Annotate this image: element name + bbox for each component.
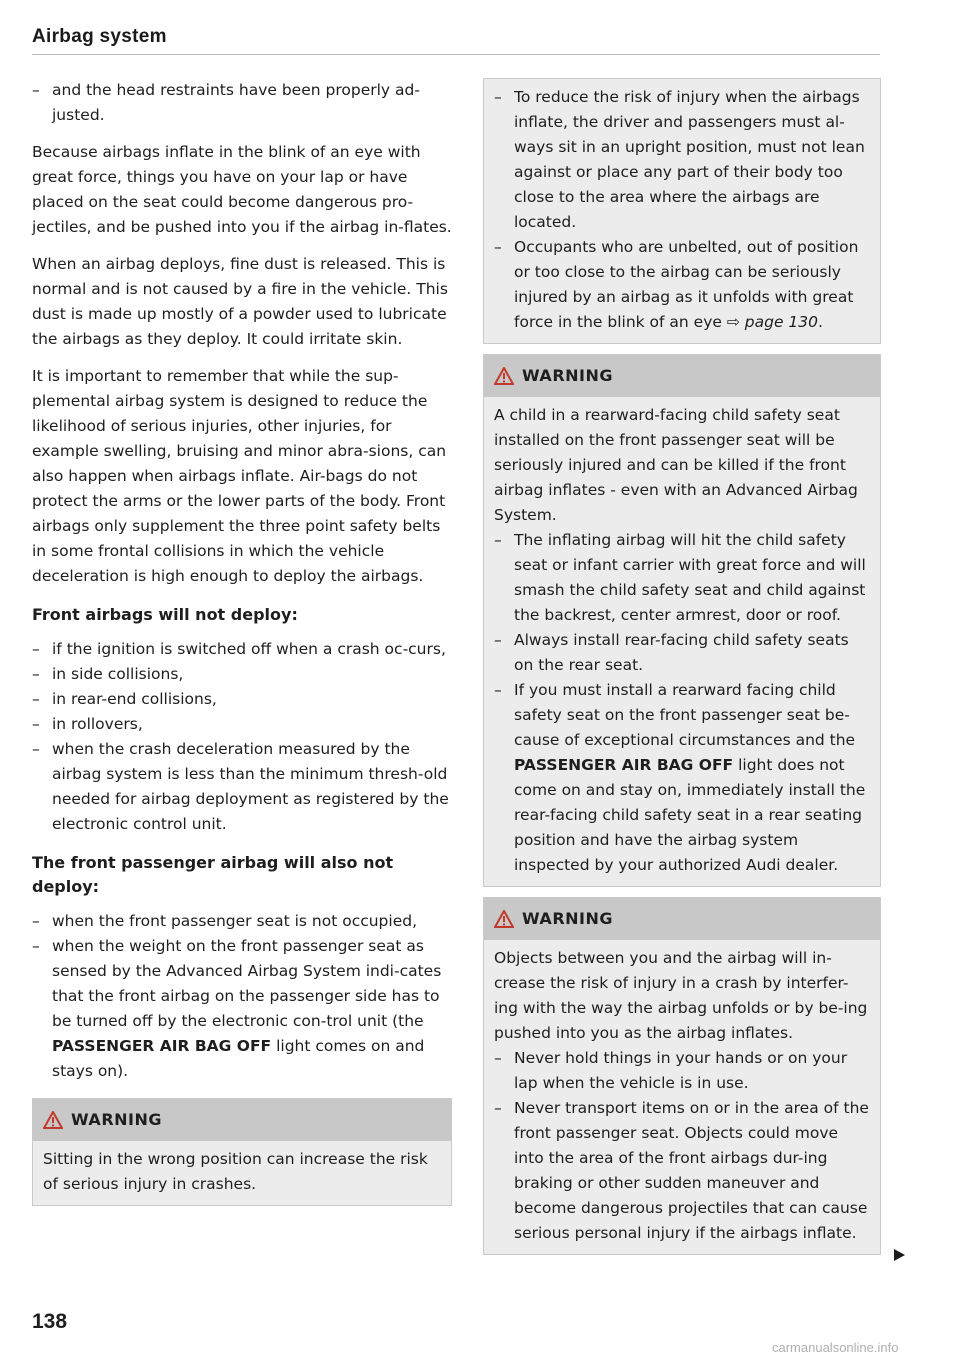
page-number: 138 bbox=[32, 1310, 68, 1333]
list-item: – in rear-end collisions, bbox=[32, 687, 452, 712]
warning-body bbox=[33, 1141, 451, 1205]
warning-header bbox=[33, 1099, 451, 1141]
warning-list bbox=[494, 1046, 870, 1246]
warning-triangle-icon bbox=[494, 910, 514, 928]
warning-header bbox=[484, 355, 880, 397]
warning-title: WARNING bbox=[71, 1110, 162, 1129]
list-item: – when the front passenger seat is not occupied, bbox=[32, 909, 452, 934]
list-item: – Never transport items on or in the area of the front passenger seat. Objects could move into the area of the front airbags dur-ing braking or other sudden maneuver and become dangerous projectiles that can cause serious personal injury if the airbags inflate. bbox=[494, 1096, 870, 1246]
warning-text: Sitting in the wrong position can increase the risk of serious injury in crashes. bbox=[43, 1150, 428, 1193]
paragraph: When an airbag deploys, fine dust is released. This is normal and is not caused by a fire in the vehicle. This dust is made up mostly of a powder used to lubricate the airbags as they deploy. It could irritate skin. bbox=[32, 255, 448, 348]
watermark: carmanualsonline.info bbox=[772, 1340, 899, 1355]
continue-arrow-icon bbox=[892, 1248, 906, 1262]
list-item: – Never hold things in your hands or on your lap when the vehicle is in use. bbox=[494, 1046, 870, 1096]
list-item-text: Occupants who are unbelted, out of position or too close to the airbag can be seriously injured by an airbag as it unfolds with great force in the blink of an eye bbox=[514, 238, 859, 331]
left-column bbox=[32, 78, 452, 1216]
list-item bbox=[494, 678, 870, 878]
section-heading: Front airbags will not deploy: bbox=[32, 605, 298, 624]
no-deploy-list bbox=[32, 637, 452, 837]
list-item: – in rollovers, bbox=[32, 712, 452, 737]
warning-triangle-icon bbox=[43, 1111, 63, 1129]
note-box bbox=[483, 78, 881, 344]
warning-body bbox=[484, 940, 880, 1254]
page-reference-link[interactable]: ⇨ page 130 bbox=[726, 313, 818, 331]
warning-triangle-icon bbox=[494, 367, 514, 385]
right-column bbox=[483, 78, 881, 1265]
warning-title: WARNING bbox=[522, 366, 613, 385]
page-header bbox=[32, 22, 880, 55]
list-item-text: . bbox=[818, 313, 823, 331]
section-heading: The front passenger airbag will also not deploy: bbox=[32, 853, 394, 896]
section-title: Airbag system bbox=[32, 26, 167, 47]
warning-text: A child in a rearward-facing child safety seat installed on the front passenger seat will be seriously injured and can be killed if the front airbag inflates - even with an Advanced Airbag System. bbox=[494, 406, 858, 524]
list-item-text: when the weight on the front passenger seat as sensed by the Advanced Airbag System indi-cates that the front airbag on the passenger side has to be turned off by the electronic con-trol unit (the bbox=[52, 937, 442, 1030]
warning-box bbox=[32, 1098, 452, 1206]
warning-header bbox=[484, 898, 880, 940]
paragraph: Because airbags inflate in the blink of an eye with great force, things you have on your lap or have placed on the seat could become dangerous pro-jectiles, and be pushed into you if the airbag in-flates. bbox=[32, 143, 452, 236]
warning-box bbox=[483, 354, 881, 887]
list-item: – Always install rear-facing child safety seats on the rear seat. bbox=[494, 628, 870, 678]
intro-list bbox=[32, 78, 452, 128]
warning-title: WARNING bbox=[522, 909, 613, 928]
warning-body bbox=[484, 397, 880, 886]
indicator-label: PASSENGER AIR BAG OFF bbox=[514, 756, 734, 774]
list-item: – The inflating airbag will hit the child safety seat or infant carrier with great force and will smash the child safety seat and child against the backrest, center armrest, door or roof. bbox=[494, 528, 870, 628]
warning-box bbox=[483, 897, 881, 1255]
warning-list bbox=[494, 528, 870, 878]
list-item bbox=[32, 934, 452, 1084]
list-item: – in side collisions, bbox=[32, 662, 452, 687]
list-item-text: If you must install a rearward facing child safety seat on the front passenger seat be-cause of exceptional circumstances and the bbox=[514, 681, 856, 749]
passenger-no-deploy-list bbox=[32, 909, 452, 1084]
note-list bbox=[494, 85, 870, 335]
paragraph: It is important to remember that while the sup-plemental airbag system is designed to reduce the likelihood of serious injuries, other injuries, for example swelling, bruising and minor abra-sions, can also happen when airbags inflate. Air-bags do not protect the arms or the lower parts of the body. Front airbags only supplement the three point safety belts in some frontal collisions in which the vehicle deceleration is high enough to deploy the airbags. bbox=[32, 367, 447, 585]
list-item: – if the ignition is switched off when a crash oc-curs, bbox=[32, 637, 452, 662]
list-item-text: light does not come on and stay on, immediately install the rear-facing child safety seat in a rear seating position and have the airbag system inspected by your authorized Audi dealer. bbox=[514, 756, 866, 874]
list-item bbox=[494, 235, 870, 335]
indicator-label: PASSENGER AIR BAG OFF bbox=[52, 1037, 272, 1055]
warning-text: Objects between you and the airbag will in-crease the risk of injury in a crash by interfer-ing with the way the airbag unfolds or by be-ing pushed into you as the airbag inflates. bbox=[494, 949, 868, 1042]
list-item: – To reduce the risk of injury when the airbags inflate, the driver and passengers must al-ways sit in an upright position, must not lean against or place any part of their body too close to the area where the airbags are located. bbox=[494, 85, 870, 235]
list-item-text: light comes on and stays on). bbox=[52, 1037, 425, 1080]
list-item: – and the head restraints have been properly ad-justed. bbox=[32, 78, 452, 128]
list-item: – when the crash deceleration measured by the airbag system is less than the minimum thresh-old needed for airbag deployment as registered by the electronic control unit. bbox=[32, 737, 452, 837]
